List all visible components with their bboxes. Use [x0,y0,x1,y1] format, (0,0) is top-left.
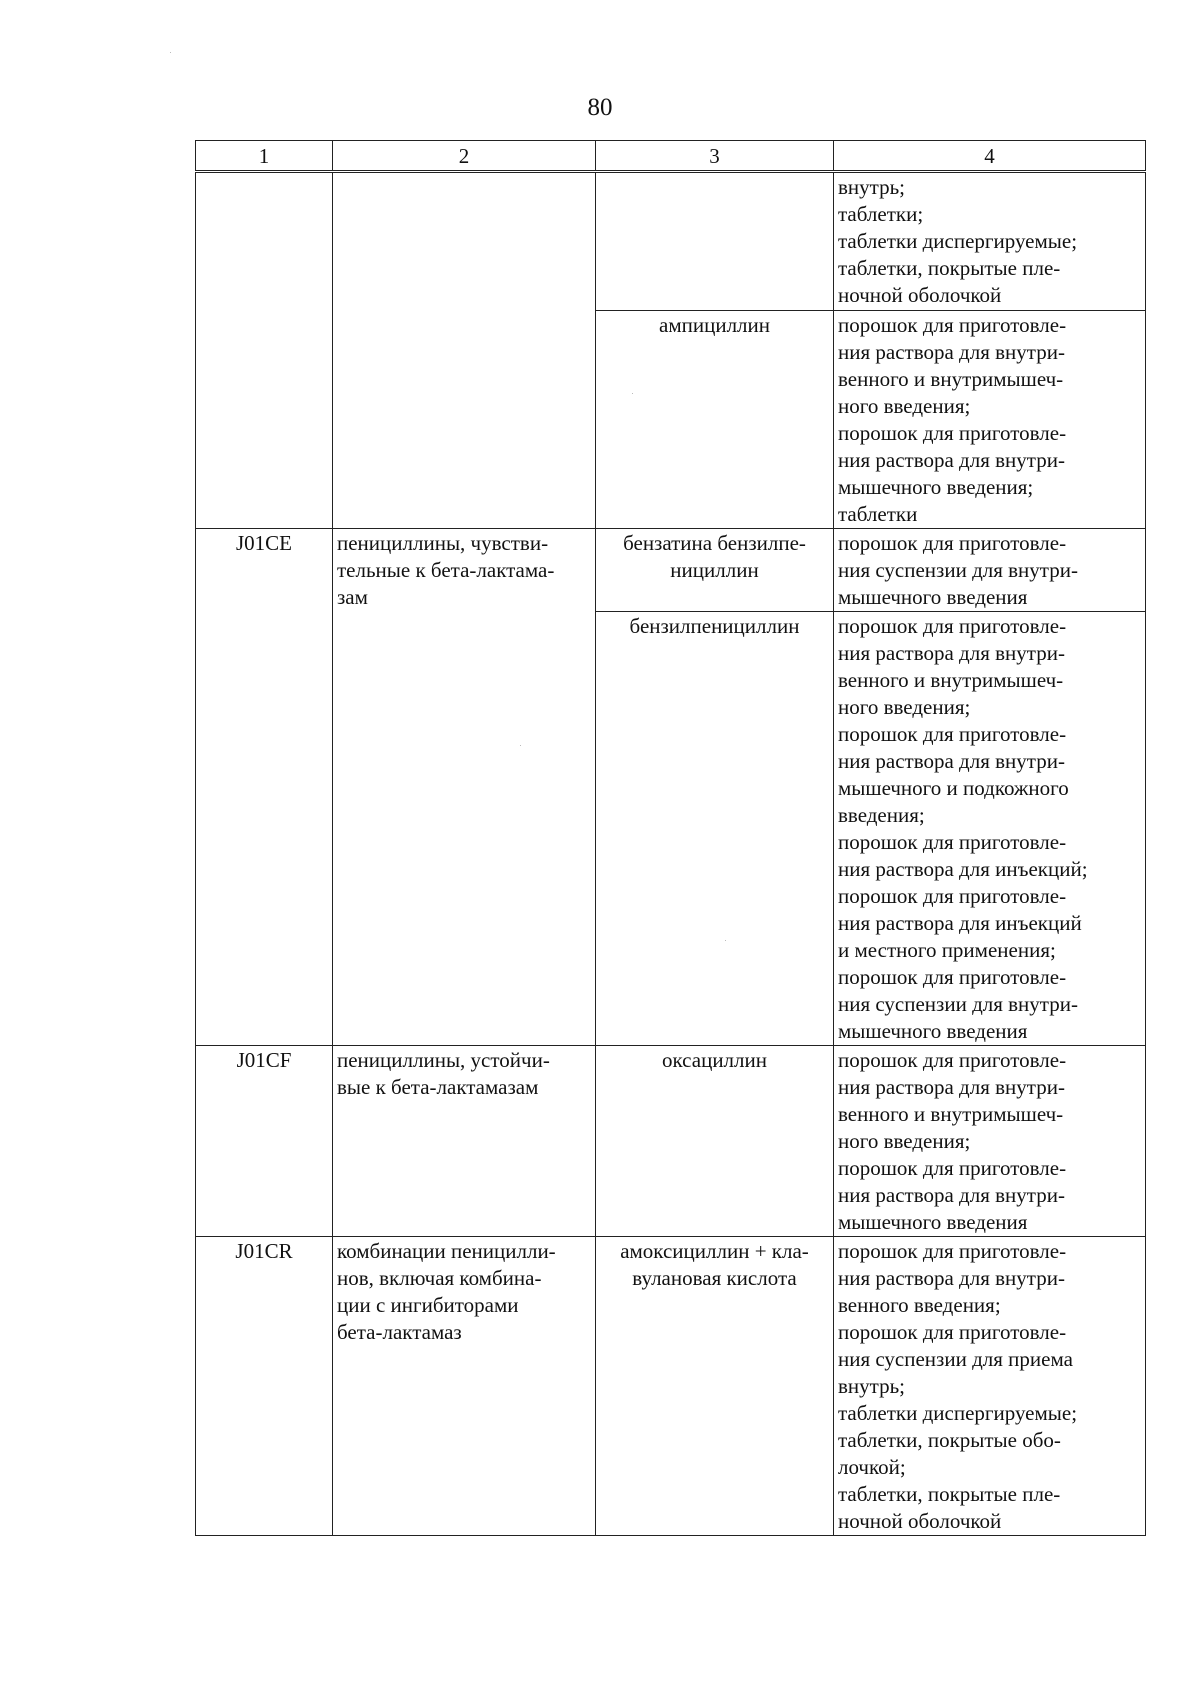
dosage-form-cell: порошок для приготовле- ния суспензии для внутри- мышечного введения [834,529,1146,612]
dosage-form-cell: порошок для приготовле- ния раствора для внутри- венного и внутримышеч- ного введения; порошок для приготовле- ния раствора для внутри- мышечного введения; таблетки [834,311,1146,529]
group-name-cell: пенициллины, чувстви- тельные к бета-лактама- зам [333,529,596,1046]
header-cell-form: 4 [834,141,1146,172]
atc-code-cell: J01CF [196,1046,333,1237]
group-name-cell: комбинации пеницилли- нов, включая комбина- ции с ингибиторами бета-лактамаз [333,1237,596,1536]
scan-speck [520,745,521,746]
header-cell-drug: 3 [596,141,834,172]
scan-speck [170,52,171,53]
table-row [196,1237,1146,1536]
medication-table [195,140,1146,1536]
dosage-form-cell: порошок для приготовле- ния раствора для внутри- венного и внутримышеч- ного введения; порошок для приготовле- ния раствора для внутри- мышечного введения [834,1046,1146,1237]
atc-code-cell: J01CR [196,1237,333,1536]
table-row [196,1046,1146,1237]
table-row [196,529,1146,612]
drug-name-cell: бензатина бензилпе- нициллин [596,529,834,612]
drug-name-cell: бензилпенициллин [596,612,834,1046]
table-header-row [196,141,1146,172]
drug-name-cell: оксациллин [596,1046,834,1237]
group-cell-empty [333,172,596,529]
table-row [196,172,1146,311]
atc-code-cell: J01CE [196,529,333,1046]
drug-name-cell: амоксициллин + кла- вулановая кислота [596,1237,834,1536]
dosage-form-cell: порошок для приготовле- ния раствора для внутри- венного и внутримышеч- ного введения; порошок для приготовле- ния раствора для внутри- мышечного и подкожного введения; порошок для приготовле- ния раствора для инъекций; порошок для приготовле- ния раствора для инъекций и местного применения; порошок для приготовле- ния суспензии для внутри- мышечного введения [834,612,1146,1046]
dosage-form-cell: порошок для приготовле- ния раствора для внутри- венного введения; порошок для приготовле- ния суспензии для приема внутрь; таблетки диспергируемые; таблетки, покрытые обо- лочкой; таблетки, покрытые пле- ночной оболочкой [834,1237,1146,1536]
drug-name-cell: ампициллин [596,311,834,529]
drug-cell-empty [596,172,834,311]
scan-speck [725,940,726,941]
page-number: 80 [587,94,613,121]
scan-speck [632,393,633,394]
dosage-form-cell: внутрь; таблетки; таблетки диспергируемые; таблетки, покрытые пле- ночной оболочкой [834,172,1146,311]
group-name-cell: пенициллины, устойчи- вые к бета-лактамазам [333,1046,596,1237]
header-cell-group: 2 [333,141,596,172]
header-cell-code: 1 [196,141,333,172]
code-cell-empty [196,172,333,529]
